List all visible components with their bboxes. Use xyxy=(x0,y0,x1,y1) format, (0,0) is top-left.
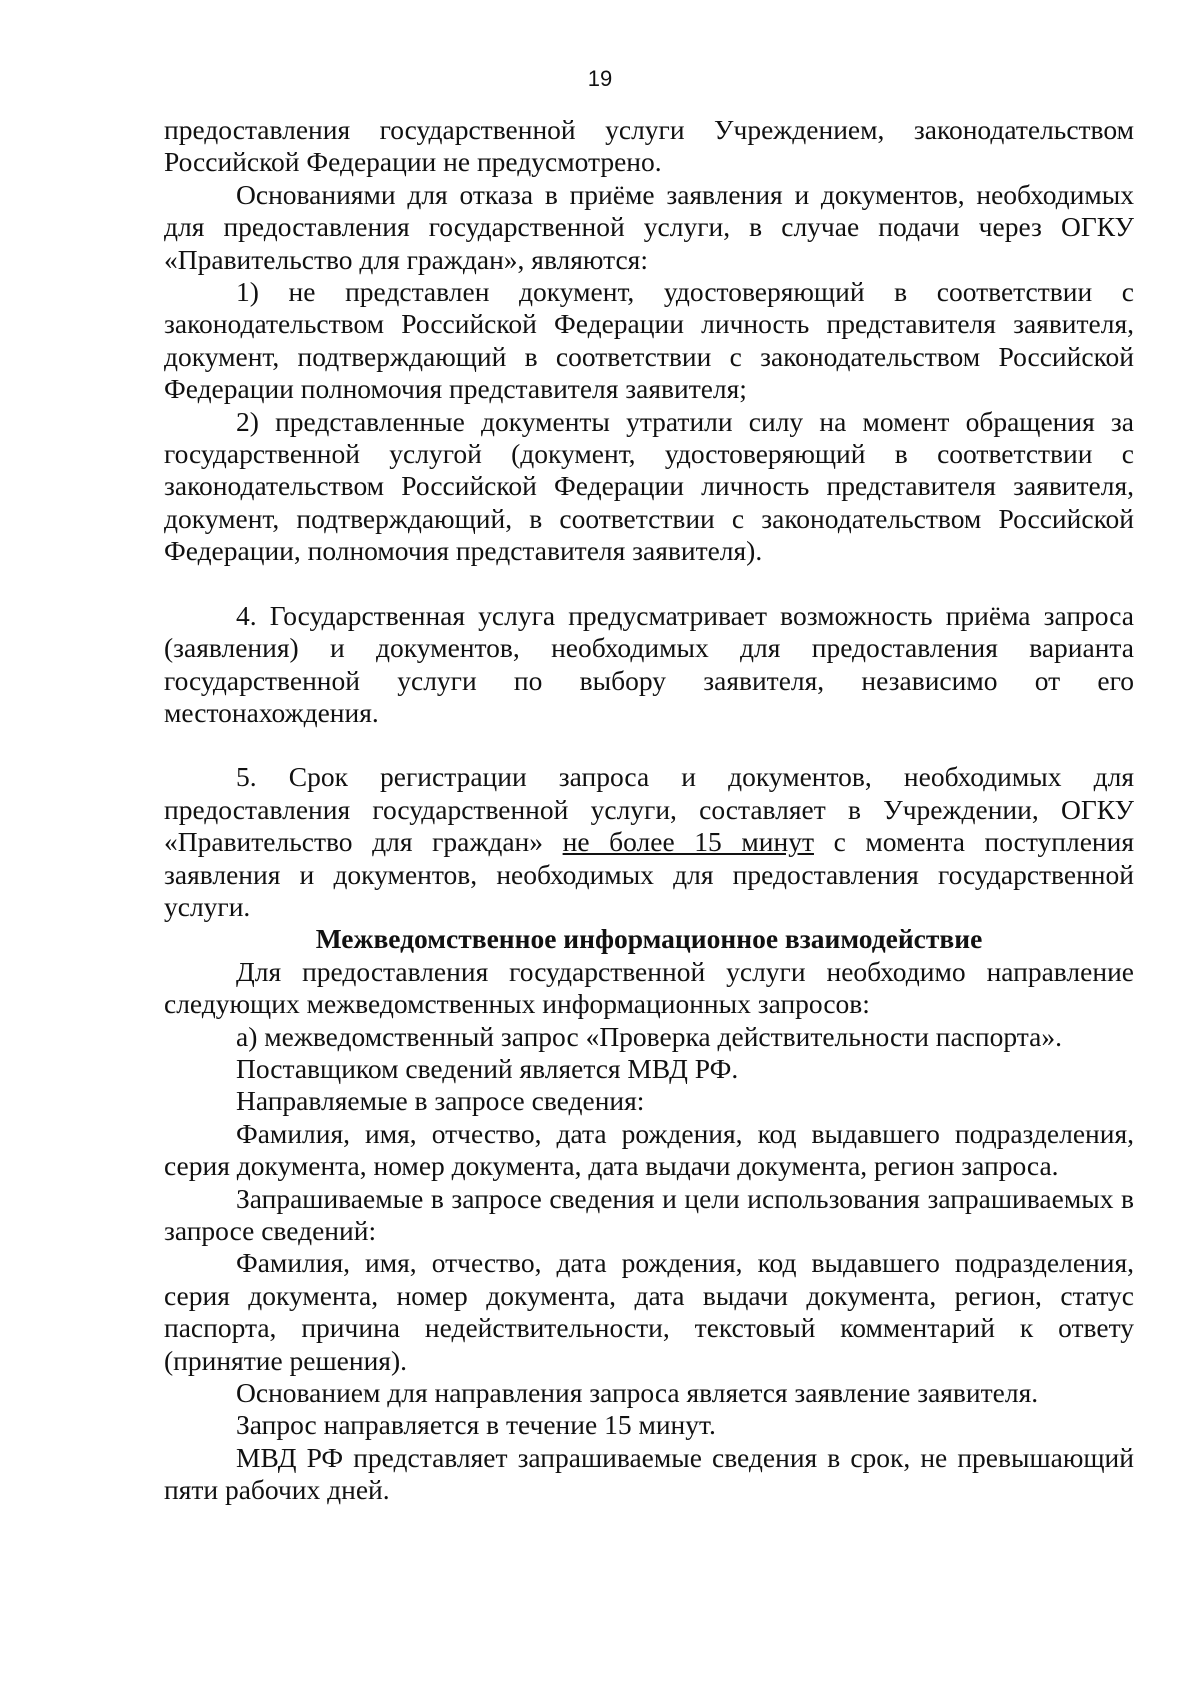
paragraph-requested-data: Фамилия, имя, отчество, дата рождения, код выдавшего подразделения, серия документа, номер документа, дата выдачи документа, регион, статус паспорта, причина недействительности, текстовый комментарий к ответу (принятие решения). xyxy=(164,1247,1134,1376)
item-5-underlined-term: не более 15 минут xyxy=(562,826,814,858)
paragraph-continuation: предоставления государственной услуги Учреждением, законодательством Российской Федерации не предусмотрено. xyxy=(164,114,1134,178)
paragraph-ground-2: 2) представленные документы утратили силу на момент обращения за государственной услугой (документ, удостоверяющий в соответствии с законодательством Российской Федерации личность представителя заявителя, документ, подтверждающий, в соответствии с законодательством Российской Федерации, полномочия представителя заявителя). xyxy=(164,405,1134,567)
paragraph-request-a: а) межведомственный запрос «Проверка действительности паспорта». xyxy=(236,1020,1062,1052)
page-number: 19 xyxy=(587,66,613,91)
item-5-text-end: с момента поступления заявления и документов, необходимых для предоставления государственной услуги. xyxy=(164,826,1134,922)
paragraph-ground-1: 1) не представлен документ, удостоверяющий в соответствии с законодательством Российской Федерации личность представителя заявителя, документ, подтверждающий в соответствии с законодательством Российской Федерации полномочия представителя заявителя; xyxy=(164,276,1134,405)
item-5-text-start: 5. Срок регистрации запроса и документов, необходимых для предоставления государственной услуги, составляет в Учреждении, ОГКУ «Правительство для граждан» xyxy=(164,761,1134,858)
section-heading: Межведомственное информационное взаимодействие xyxy=(315,923,983,955)
paragraph-item-4: 4. Государственная услуга предусматривает возможность приёма запроса (заявления) и документов, необходимых для предоставления варианта государственной услуги по выбору заявителя, независимо от его местонахождения. xyxy=(164,599,1134,728)
paragraph-request-basis: Основанием для направления запроса является заявление заявителя. xyxy=(236,1377,1039,1409)
paragraph-request-timing: Запрос направляется в течение 15 минут. xyxy=(236,1409,716,1441)
paragraph-sent-data-label: Направляемые в запросе сведения: xyxy=(236,1085,645,1117)
paragraph-item-5 xyxy=(164,761,1134,923)
document-body xyxy=(164,114,1134,1507)
paragraph-sent-data: Фамилия, имя, отчество, дата рождения, код выдавшего подразделения, серия документа, номер документа, дата выдачи документа, регион запроса. xyxy=(164,1117,1134,1182)
paragraph-provider: Поставщиком сведений является МВД РФ. xyxy=(236,1052,739,1084)
paragraph-requested-data-label: Запрашиваемые в запросе сведения и цели использования запрашиваемых в запросе сведений: xyxy=(164,1182,1134,1246)
paragraph-response-deadline: МВД РФ представляет запрашиваемые сведения в срок, не превышающий пяти рабочих дней. xyxy=(164,1441,1134,1506)
paragraph-interagency-requests: Для предоставления государственной услуги необходимо направление следующих межведомственных информационных запросов: xyxy=(164,955,1134,1020)
paragraph-refusal-grounds: Основаниями для отказа в приёме заявления и документов, необходимых для предоставления государственной услуги, в случае подачи через ОГКУ «Правительство для граждан», являются: xyxy=(164,178,1134,275)
